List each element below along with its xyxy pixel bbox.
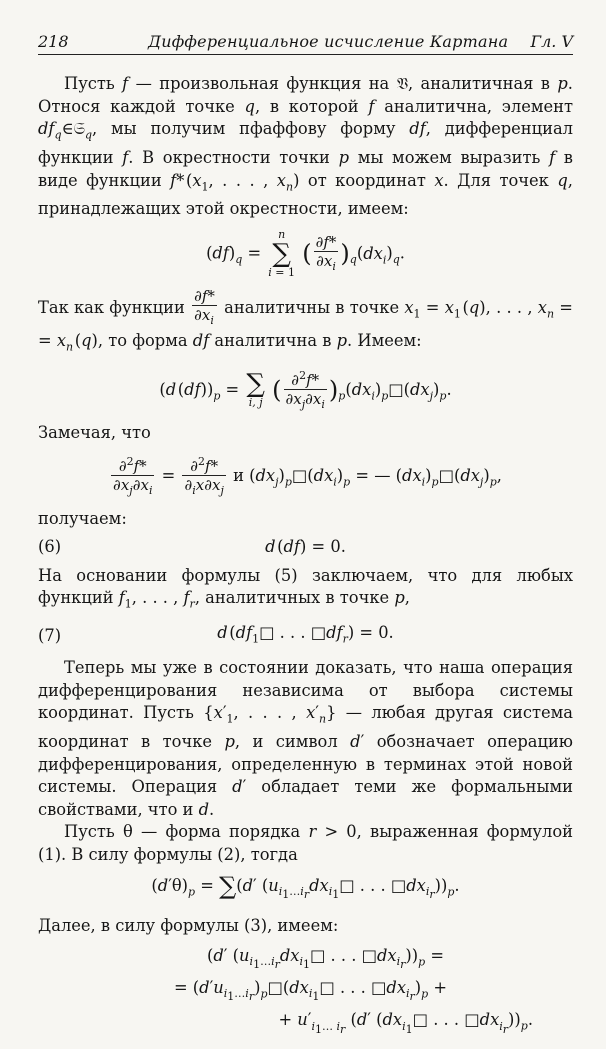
equation-7: (7) d ($df_1□$ . . . $□df_r) = 0$.: [38, 623, 394, 646]
paragraph-7: Пусть θ — форма порядка r > 0, выраженная формулой (1). В силу формулы (2), тогда: [38, 822, 573, 864]
formula-df-q: $(df)_q = n$ ∑ i = 1 ( $\frac{\partial f*}{\partial x_i}$ )$_q(dx_i)_q$.: [206, 228, 405, 280]
formula-dprime-theta: $(d'\theta)_p = \sum(d'$ ($u_{i_1\dots i_r}dx_{i_1}□$ . . . $□dx_{i_r}))_p$.: [151, 871, 460, 901]
formula-symmetry: $\frac{\partial^2f*}{\partial x_j\partial x_i}$ = $\frac{\partial^2f*}{\partial_ix\partial x_j}$ и $(dx_j)_p□(dx_i)_p$ = — $(dx_i)_p□(dx_j)_p$,: [113, 454, 502, 497]
formula-expansion-line-2: = $(d'u_{i_1\dots i_r})_p□(dx_{i_1}□$ . . . $□dx_{i_r})_p$ +: [173, 978, 448, 1004]
formula-expansion-line-3: + $u'_{i_1\dots i_r}$ (d′ ($dx_{i_1}□$ . . . $□dx_{i_r}))_p$.: [278, 1010, 533, 1036]
book-page: [38, 30, 573, 1049]
paragraph-2: Так как функции $\frac{\partial f*}{\partial x_i}$ аналитичны в точке $x_1 = x_1$ (q), . . . , $x_n$ = = $x_n$ (q), то форма df аналитична в p. Имеем:: [38, 287, 573, 354]
running-header: [38, 30, 573, 55]
paragraph-6: Теперь мы уже в состоянии доказать, что наша операция дифференцирования независима от выбора системы координат. Пусть {$x'_1$, . . . , $x'_n$} — любая другая система координат в точке p, и символ d′ обозначает операцию дифференцирования, определенную в терминах этой новой системы. Операция d′ обладает теми же формальными свойствами, что и d.: [38, 657, 573, 819]
paragraph-5: На основании формулы (5) заключаем, что для любых функций $f_1$, . . . , $f_r$, аналитичных в точке p,: [38, 565, 573, 611]
formula-expansion-line-1: (d′ ($u_{i_1\dots i_r}dx_{i_1}□$ . . . $□dx_{i_r}))_p$ =: [207, 946, 444, 972]
paragraph-3: Замечая, что: [38, 422, 151, 442]
paragraph-1: Пусть f — произвольная функция на 𝔙, аналитичная в p. Относя каждой точке q, в которой f аналитична, элемент $df_q\in 𝔖_q$, мы получим пфаффову форму df, дифференциал функции f. В окрестности точки p мы можем выразить f в виде функции f* ($x_1$, . . . , $x_n$) от координат x. Для точек q, принадлежащих этой окрестности, имеем:: [38, 74, 574, 219]
equation-6: (6) d (df) = 0.: [38, 537, 346, 557]
chapter-label: Гл. V: [530, 32, 573, 51]
paragraph-8: Далее, в силу формулы (3), имеем:: [38, 915, 339, 935]
running-title: Дифференциальное исчисление Картана: [148, 32, 509, 51]
page-body: [38, 73, 573, 1041]
formula-ddf: (d $(df))_p$ = ∑ i, j ( $\frac{\partial^2f*}{\partial x_j\partial x_i}$ )$_p(dx_i)_p□(dx_j)_p$.: [159, 368, 452, 411]
page-number: 218: [38, 32, 69, 51]
paragraph-4: получаем:: [38, 508, 127, 528]
